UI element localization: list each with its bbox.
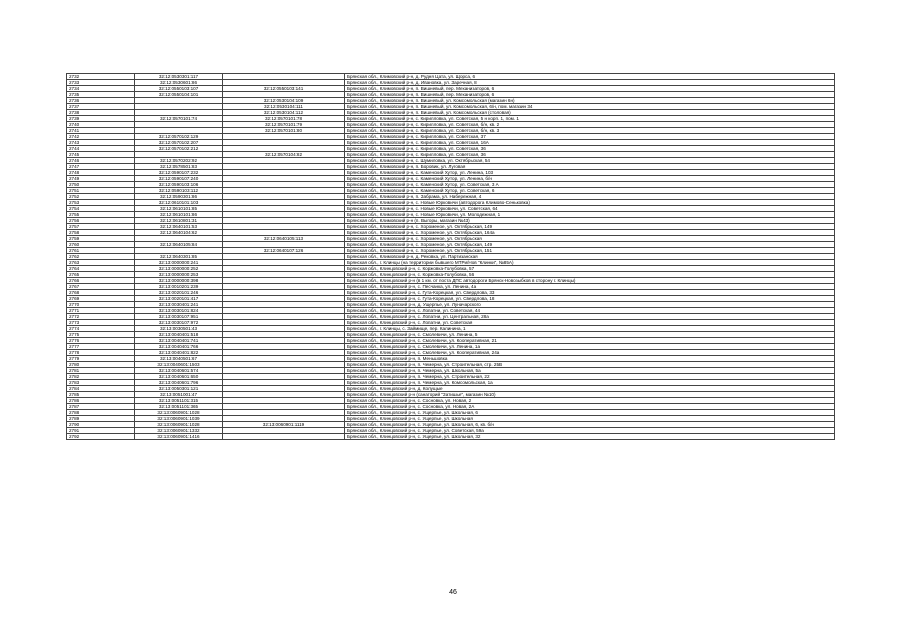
cadastral-number-cell: 32:12:0640104:62	[135, 230, 223, 236]
address-cell: Брянская обл., Климовский р-н, п. Вишневый, пер. Механизаторов, 6	[345, 92, 835, 98]
row-number-cell: 2786	[67, 398, 135, 404]
cadastral-number-cell: 32:12:0590103:106	[135, 182, 223, 188]
building-cadastral-number-cell: 32:12:0640105:113	[223, 236, 345, 242]
cadastral-number-cell: 32:13:0060901:1028	[135, 410, 223, 416]
cadastral-number-cell: 32:13:0030101:824	[135, 308, 223, 314]
row-number-cell: 2733	[67, 80, 135, 86]
address-cell: Брянская обл., Климовский р-н, с. Хороменое, ул. Октябрьская, 164а	[345, 230, 835, 236]
row-number-cell: 2775	[67, 332, 135, 338]
building-cadastral-number-cell: 32:13:0060901:1119	[223, 422, 345, 428]
cadastral-number-cell: 32:13:0040601:1503	[135, 362, 223, 368]
row-number-cell: 2752	[67, 194, 135, 200]
cadastral-number-cell: 32:12:0570202:92	[135, 158, 223, 164]
row-number-cell: 2767	[67, 284, 135, 290]
address-cell: Брянская обл., Клинцовский р-н (санаторий "Затишье", магазин №10)	[345, 392, 835, 398]
cadastral-number-cell: 32:12:0640105:84	[135, 242, 223, 248]
cadastral-number-cell: 32:13:0030401:241	[135, 302, 223, 308]
row-number-cell: 2774	[67, 326, 135, 332]
building-cadastral-number-cell	[223, 434, 345, 440]
address-cell: Брянская обл., Климовский р-н, с. Новые Юрковичи (автодорога Климово-Сеньковка)	[345, 200, 835, 206]
address-cell: Брянская обл., Клинцовский р-н, с. Смолевичи, ул. Ленина, 5	[345, 332, 835, 338]
cadastral-number-cell: 32:13:0040401:518	[135, 332, 223, 338]
row-number-cell: 2758	[67, 230, 135, 236]
row-number-cell: 2753	[67, 200, 135, 206]
address-cell: Брянская обл., Климовский р-н, с. Кирилловка, ул. Советская, 5 н корп. 1, пом. 1	[345, 116, 835, 122]
address-cell: Брянская обл., Климовский р-н, с. Каменский Хутор, ул. Ленина, 103	[345, 170, 835, 176]
address-cell: Брянская обл., Клинцовский р-н, д. Ущерпье, ул. Луначарского	[345, 302, 835, 308]
building-cadastral-number-cell: 32:12:0570101:79	[223, 122, 345, 128]
row-number-cell: 2739	[67, 116, 135, 122]
cadastral-number-cell: 32:13:0040401:766	[135, 344, 223, 350]
address-cell: Брянская обл., Климовский р-н, с. Хороменое, ул. Октябрьская, 151	[345, 248, 835, 254]
row-number-cell: 2738	[67, 110, 135, 116]
address-cell: Брянская обл., Климовский р-н, с. Новые Юрковичи, ул. Молодежная, 1	[345, 212, 835, 218]
cadastral-number-cell: 32:12:0640301:85	[135, 254, 223, 260]
cadastral-number-cell: 32:12:0570101:74	[135, 116, 223, 122]
row-number-cell: 2747	[67, 164, 135, 170]
cadastral-number-cell: 32:12:0610801:31	[135, 218, 223, 224]
address-cell: Брянская обл., Климовский р-н, с. Каменский Хутор, ул. Советская, 6	[345, 188, 835, 194]
address-cell: Брянская обл., Климовский р-н, п. Боровик, ул. Луговая	[345, 164, 835, 170]
address-cell: Брянская обл., Климовский р-н, д. Рековка, ул. Партизанская	[345, 254, 835, 260]
row-number-cell: 2751	[67, 188, 135, 194]
row-number-cell: 2741	[67, 128, 135, 134]
address-cell: Брянская обл., Климовский р-н (п. Выгоры, магазин №43)	[345, 218, 835, 224]
address-cell: Брянская обл., Клинцовский р-н, с. Лопатни, ул. Центральная, 28а	[345, 314, 835, 320]
row-number-cell: 2771	[67, 308, 135, 314]
row-number-cell: 2757	[67, 224, 135, 230]
row-number-cell: 2792	[67, 434, 135, 440]
cadastral-number-cell: 32:12:0590103:112	[135, 188, 223, 194]
row-number-cell: 2768	[67, 290, 135, 296]
row-number-cell: 2783	[67, 380, 135, 386]
cadastral-number-cell: 32:13:0050301:121	[135, 386, 223, 392]
address-cell: Брянская обл., Клинцовский р-н, с. Коржовка-Голубовка, 57	[345, 266, 835, 272]
cadastral-number-cell: 32:13:0020101:417	[135, 296, 223, 302]
cadastral-number-cell: 32:13:0060901:1028	[135, 422, 223, 428]
row-number-cell: 2740	[67, 122, 135, 128]
row-number-cell: 2749	[67, 176, 135, 182]
cadastral-number-cell: 32:13:0040401:822	[135, 350, 223, 356]
row-number-cell: 2765	[67, 272, 135, 278]
row-number-cell: 2772	[67, 314, 135, 320]
row-number-cell: 2791	[67, 428, 135, 434]
row-number-cell: 2769	[67, 296, 135, 302]
address-cell: Брянская обл., Климовский р-н, с. Хороменое, ул. Октябрьская, 149	[345, 224, 835, 230]
address-cell: Брянская обл., Климовский р-н, с. Шумиловка, ул. Октябрьская, 54	[345, 158, 835, 164]
address-cell: Брянская обл., Климовский р-н, с. Кирилловка, ул. Советская, 37	[345, 134, 835, 140]
row-number-cell: 2734	[67, 86, 135, 92]
property-table	[66, 73, 835, 440]
cadastral-number-cell: 32:12:0550103:107	[135, 86, 223, 92]
address-cell: Брянская обл., Клинцовский р-н, с. Гута-Корецкая, ул. Свердлова, 18	[345, 296, 835, 302]
address-cell: Брянская обл., г. Клинцы (на территории бывшего МТРи/Нов "Клинки", №85А)	[345, 260, 835, 266]
cadastral-number-cell: 32:13:0060901:1416	[135, 434, 223, 440]
address-cell: Брянская обл., Клинцовский р-н, с. Песчанка, ул. Ленина, 4а	[345, 284, 835, 290]
address-cell: Брянская обл., Климовский р-н, п. Вишневый, ул. Комсомольская, 6/н, пом. магазин 34	[345, 104, 835, 110]
address-cell: Брянская обл., Клинцовский р-н, с. Ущерпье, ул. Школьная, 6	[345, 410, 835, 416]
cadastral-number-cell: 32:12:0570102:207	[135, 140, 223, 146]
address-cell: Брянская обл., Климовский р-н, п. Забрама, ул. Набережная, 4	[345, 194, 835, 200]
address-cell: Брянская обл., Климовский р-н, с. Каменский Хутор, ул. Советская, 3 А	[345, 182, 835, 188]
cadastral-number-cell: 32:13:0040601:796	[135, 380, 223, 386]
cadastral-number-cell: 32:12:0550104:101	[135, 92, 223, 98]
cadastral-number-cell: 32:13:0040501:67	[135, 356, 223, 362]
row-number-cell: 2742	[67, 134, 135, 140]
address-cell: Брянская обл., Климовский р-н, д. Ивановка, ул. Заречная, 8	[345, 80, 835, 86]
building-cadastral-number-cell: 32:12:0570104:82	[223, 152, 345, 158]
cadastral-number-cell: 32:13:0000000:398	[135, 278, 223, 284]
row-number-cell: 2735	[67, 92, 135, 98]
address-cell: Брянская обл., Климовский р-н, с. Хороменое, ул. Октябрьская, 149	[345, 242, 835, 248]
address-cell: Брянская обл., Клинцовский р-н, п. Чемерна, ул. Строительная, стр. 25В	[345, 362, 835, 368]
address-cell: Брянская обл., Климовский р-н, д. Рудня Цата, ул. Щорса, 6	[345, 74, 835, 80]
address-cell: Брянская обл., Климовский р-н, с. Каменский Хутор, ул. Ленина, б/н	[345, 176, 835, 182]
row-number-cell: 2750	[67, 182, 135, 188]
row-number-cell: 2759	[67, 236, 135, 242]
cadastral-number-cell: 32:12:0590107:232	[135, 170, 223, 176]
row-number-cell: 2773	[67, 320, 135, 326]
address-cell: Брянская обл., Климовский р-н, с. Хороменое, ул. Октябрьская	[345, 236, 835, 242]
cadastral-number-cell: 32:12:0610101:103	[135, 200, 223, 206]
address-cell: Брянская обл., Климовский р-н, с. Новые Юрковичи, ул. Советская, 64	[345, 206, 835, 212]
row-number-cell: 2766	[67, 278, 135, 284]
building-cadastral-number-cell: 32:12:0530104:109	[223, 98, 345, 104]
row-number-cell: 2777	[67, 344, 135, 350]
row-number-cell: 2784	[67, 386, 135, 392]
row-number-cell: 2744	[67, 146, 135, 152]
cadastral-number-cell: 32:13:0051001:47	[135, 392, 223, 398]
cadastral-number-cell: 32:13:0030107:972	[135, 320, 223, 326]
cadastral-number-cell: 32:13:0000000:252	[135, 266, 223, 272]
cadastral-number-cell: 32:13:0000000:253	[135, 272, 223, 278]
address-cell: Брянская обл., Клинцовский р-н, с. Ущерпье, ул. Советская, 59а	[345, 428, 835, 434]
cadastral-number-cell: 32:12:0530601:86	[135, 80, 223, 86]
table-row	[67, 434, 835, 440]
address-cell: Брянская обл., Климовский р-н, п. Вишневый, пер. Механизаторов, 6	[345, 86, 835, 92]
cadastral-number-cell: 32:13:0040601:650	[135, 374, 223, 380]
row-number-cell: 2782	[67, 374, 135, 380]
address-cell: Брянская обл., Климовский р-н, с. Кирилловка, ул. Советская, 36	[345, 146, 835, 152]
row-number-cell: 2763	[67, 260, 135, 266]
row-number-cell: 2779	[67, 356, 135, 362]
address-cell: Брянская обл., Клинцовский р-н, п. Меньшовка	[345, 356, 835, 362]
row-number-cell: 2756	[67, 218, 135, 224]
building-cadastral-number-cell: 32:12:0640107:126	[223, 248, 345, 254]
building-cadastral-number-cell: 32:12:0570101:78	[223, 116, 345, 122]
address-cell: Брянская обл., Климовский р-н, с. Кирилловка, ул. Советская, 16А	[345, 140, 835, 146]
address-cell: Брянская обл., Клинцовский р-н, п. Чемерна, ул. Строительная, 22	[345, 374, 835, 380]
address-cell: Брянская обл., Клинцовский р-н, с. Сосновка, ул. Новая, 2	[345, 398, 835, 404]
address-cell: Брянская обл., Клинцовский р-н, с. Гута-Корецкая, ул. Свердлова, 33	[345, 290, 835, 296]
address-cell: Брянская обл., Клинцовский р-н, с. Сосновка, ул. Новая, 2А	[345, 404, 835, 410]
address-cell: Брянская обл., Клинцовский р-н, п. Чемерна, ул. Комсомольская, 1а	[345, 380, 835, 386]
address-cell: Брянская обл., Клинцовский р-н, с. Лопатни, ул. Советская	[345, 320, 835, 326]
cadastral-number-cell: 32:12:0530301:117	[135, 74, 223, 80]
address-cell: Брянская обл., Клинцовский р-н, с. Ущерпье, ул. Школьная	[345, 416, 835, 422]
row-number-cell: 2787	[67, 404, 135, 410]
address-cell: Брянская обл., г. Клинцы, с. Займище, пер. Калинина, 1	[345, 326, 835, 332]
cadastral-number-cell: 32:12:0570102:212	[135, 146, 223, 152]
building-cadastral-number-cell: 32:12:0530104:111	[223, 104, 345, 110]
cadastral-number-cell: 32:13:0010201:239	[135, 284, 223, 290]
row-number-cell: 2745	[67, 152, 135, 158]
cadastral-number-cell: 32:12:0570102:129	[135, 134, 223, 140]
cadastral-number-cell: 32:13:0060901:1332	[135, 428, 223, 434]
building-cadastral-number-cell: 32:12:0550103:141	[223, 86, 345, 92]
cadastral-number-cell: 32:13:0030501:43	[135, 326, 223, 332]
row-number-cell: 2762	[67, 254, 135, 260]
address-cell: Брянская обл., Климовский р-н, с. Кирилловка, ул. Советская, б/н, кв. 2	[345, 122, 835, 128]
row-number-cell: 2755	[67, 212, 135, 218]
page-number: 46	[449, 589, 457, 596]
row-number-cell: 2788	[67, 410, 135, 416]
row-number-cell: 2760	[67, 242, 135, 248]
cadastral-number-cell: 32:13:0000000:241	[135, 260, 223, 266]
address-cell: Брянская обл., Клинцовский р-н, с. Смолевичи, ул. Кооперативная, 24а	[345, 350, 835, 356]
cadastral-number-cell: 32:12:0640101:53	[135, 224, 223, 230]
row-number-cell: 2790	[67, 422, 135, 428]
row-number-cell: 2770	[67, 302, 135, 308]
address-cell: Брянская обл., Климовский р-н, п. Вишневый, ул. Комсомольская (магазин 6н)	[345, 98, 835, 104]
address-cell: Брянская обл., Клинцовский р-н, с. Смолевичи, ул. Ленина, 1а	[345, 344, 835, 350]
address-cell: Брянская обл., Клинцовский р-н, с. Лопатни, ул. Советская, 44	[345, 308, 835, 314]
row-number-cell: 2754	[67, 206, 135, 212]
cadastral-number-cell: 32:13:0040401:741	[135, 338, 223, 344]
address-cell: Брянская обл., Клинцовский р-н, с. Ущерпье, ул. Школьная, 32	[345, 434, 835, 440]
row-number-cell: 2781	[67, 368, 135, 374]
row-number-cell: 2748	[67, 170, 135, 176]
cadastral-number-cell: 32:12:0610101:86	[135, 212, 223, 218]
address-cell: Брянская обл., Климовский р-н, с. Кирилловка, ул. Советская, 36	[345, 152, 835, 158]
cadastral-number-cell: 32:12:0610101:85	[135, 206, 223, 212]
building-cadastral-number-cell: 32:12:0530104:112	[223, 110, 345, 116]
address-cell: Брянская обл., Клинцовский р-н, с. Смолевичи, ул. Кооперативная, 21	[345, 338, 835, 344]
cadastral-number-cell: 32:13:0051101:365	[135, 404, 223, 410]
cadastral-number-cell: 32:13:0030107:951	[135, 314, 223, 320]
cadastral-number-cell: 32:13:0060901:1039	[135, 416, 223, 422]
row-number-cell: 2736	[67, 98, 135, 104]
row-number-cell: 2780	[67, 362, 135, 368]
row-number-cell: 2778	[67, 350, 135, 356]
cadastral-number-cell: 32:13:0040601:574	[135, 368, 223, 374]
cadastral-number-cell: 32:12:0590107:240	[135, 176, 223, 182]
address-cell: Брянская обл., Клинцовский р-н, с. Коржовка-Голубовка, 56	[345, 272, 835, 278]
cadastral-number-cell: 32:13:0020101:246	[135, 290, 223, 296]
row-number-cell: 2764	[67, 266, 135, 272]
address-cell: Брянская обл., Клинцовский р-н, д. Колущые	[345, 386, 835, 392]
cadastral-number-cell: 32:12:0590301:86	[135, 194, 223, 200]
address-cell: Брянская обл., Климовский р-н, п. Вишневый, ул. Комсомольская (столовая)	[345, 110, 835, 116]
row-number-cell: 2789	[67, 416, 135, 422]
row-number-cell: 2761	[67, 248, 135, 254]
row-number-cell: 2776	[67, 338, 135, 344]
row-number-cell: 2743	[67, 140, 135, 146]
row-number-cell: 2737	[67, 104, 135, 110]
address-cell: Брянская обл., Клинцовский р-н (в 1 км. от поста ДПС автодороги Брянск-Новозыбков в сторону г. Клинцы)	[345, 278, 835, 284]
row-number-cell: 2785	[67, 392, 135, 398]
row-number-cell: 2746	[67, 158, 135, 164]
row-number-cell: 2732	[67, 74, 135, 80]
address-cell: Брянская обл., Клинцовский р-н, п. Чемерна, ул. Школьная, 5а	[345, 368, 835, 374]
cadastral-number-cell: 32:13:0051101:315	[135, 398, 223, 404]
cadastral-number-cell: 32:12:0578501:83	[135, 164, 223, 170]
address-cell: Брянская обл., Клинцовский р-н, с. Ущерпье, ул. Школьная, 6, кв. б/н	[345, 422, 835, 428]
building-cadastral-number-cell: 32:12:0570101:80	[223, 128, 345, 134]
address-cell: Брянская обл., Климовский р-н, с. Кирилловка, ул. Советская, б/н, кв. 3	[345, 128, 835, 134]
